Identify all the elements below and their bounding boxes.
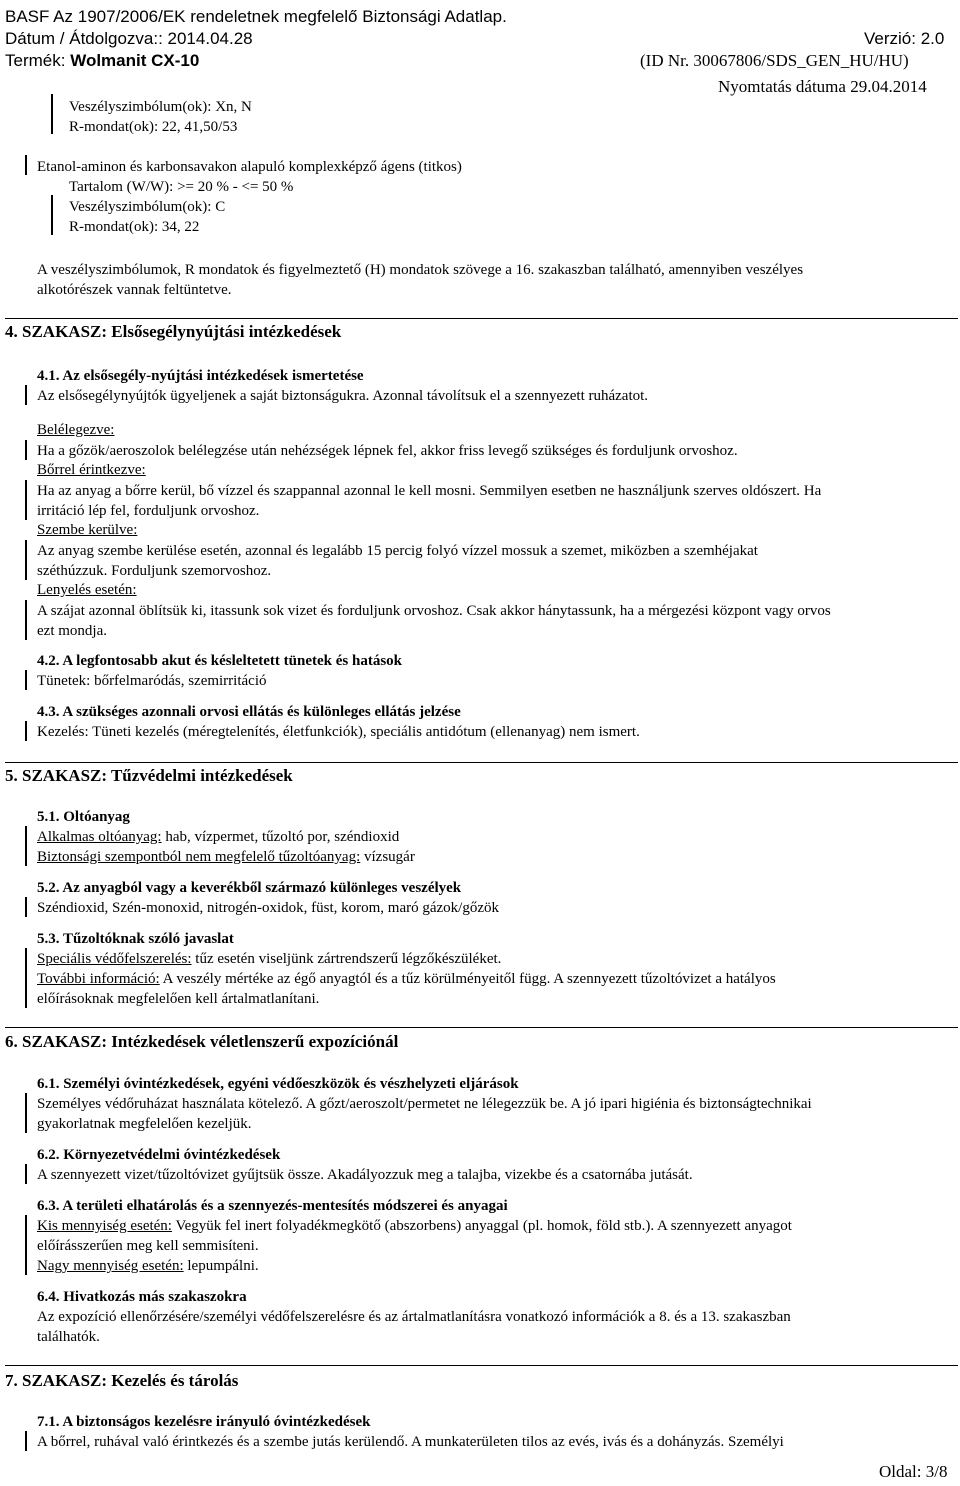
suitable-label: Alkalmas oltóanyag:	[37, 829, 162, 845]
s63-small	[37, 1217, 792, 1236]
eye-label: Szembe kerülve:	[37, 522, 138, 538]
change-bar	[25, 948, 27, 1008]
change-bar	[25, 440, 27, 460]
change-bar	[25, 1431, 27, 1451]
section-divider	[5, 762, 958, 763]
change-bar	[25, 1215, 27, 1275]
product-label: Termék:	[5, 51, 66, 70]
substance-content: Tartalom (W/W): >= 20 % - <= 50 %	[69, 179, 294, 195]
section-6-title: 6. SZAKASZ: Intézkedések véletlenszerű expozíciónál	[5, 1032, 399, 1051]
s53-title: 5.3. Tűzoltóknak szóló javaslat	[37, 931, 234, 947]
skin-label: Bőrrel érintkezve:	[37, 462, 146, 478]
product-name: Wolmanit CX-10	[70, 51, 200, 70]
section-4-title: 4. SZAKASZ: Elsősegélynyújtási intézkedések	[5, 322, 342, 341]
substance-symbol: Veszélyszimbólum(ok): C	[69, 199, 226, 215]
change-bar	[25, 897, 27, 917]
section-divider	[5, 318, 958, 319]
note-line-2: alkotórészek vannak feltüntetve.	[37, 282, 232, 298]
s51-unsuitable	[37, 848, 415, 867]
product-line	[5, 51, 199, 71]
s63-title: 6.3. A területi elhatárolás és a szennyezés-mentesítés módszerei és anyagai	[37, 1198, 508, 1214]
s64-text-1: Az expozíció ellenőrzésére/személyi védőfelszerelésre és az ártalmatlanításra vonatkozó információk a 8. és a 13. szakaszban	[37, 1309, 791, 1325]
s62-text: A szennyezett vizet/tűzoltóvizet gyűjtsük össze. Akadályozzuk meg a talajba, vizekbe és a csatornába jutását.	[37, 1167, 693, 1183]
hazard-symbols: Veszélyszimbólum(ok): Xn, N	[69, 99, 252, 115]
skin-text-2: irritáció lép fel, forduljunk orvoshoz.	[37, 503, 260, 519]
ingestion-text-1: A szájat azonnal öblítsük ki, itassunk sok vizet és forduljunk orvoshoz. Csak akkor hánytassunk, ha a mérgezési központ vagy orvos	[37, 603, 831, 619]
s61-title: 6.1. Személyi óvintézkedések, egyéni védőeszközök és vészhelyzeti eljárások	[37, 1076, 519, 1092]
ppe-text: tűz esetén viseljünk zártrendszerű légzőkészüléket.	[191, 951, 502, 967]
document-title: BASF Az 1907/2006/EK rendeletnek megfelelő Biztonsági Adatlap.	[5, 7, 507, 26]
version: Verzió: 2.0	[864, 29, 945, 48]
change-bar	[25, 1093, 27, 1133]
id-number: (ID Nr. 30067806/SDS_GEN_HU/HU)	[640, 51, 909, 70]
section-divider	[5, 1027, 958, 1028]
unsuitable-text: vízsugár	[360, 849, 415, 865]
print-date: Nyomtatás dátuma 29.04.2014	[718, 77, 927, 96]
inhalation-label: Belélegezve:	[37, 422, 115, 438]
unsuitable-label: Biztonsági szempontból nem megfelelő tűzoltóanyag:	[37, 849, 361, 865]
suitable-text: hab, vízpermet, tűzoltó por, széndioxid	[161, 829, 400, 845]
skin-text-1: Ha az anyag a bőrre kerül, bő vízzel és szappannal azonnal le kell mosni. Semmilyen esetben ne használjunk szerves oldószert. Ha	[37, 483, 822, 499]
small-qty-text-1: Vegyük fel inert folyadékmegkötő (abszorbens) anyaggal (pl. homok, föld stb.). A szennyezett anyagot	[171, 1218, 792, 1234]
s71-text-1: A bőrrel, ruhával való érintkezés és a szembe jutás kerülendő. A munkaterületen tilos az evés, ivás és a dohányzás. Személyi	[37, 1434, 784, 1450]
change-bar	[25, 1164, 27, 1184]
change-bar	[25, 826, 27, 866]
change-bar	[51, 94, 53, 134]
substance-r-phrases: R-mondat(ok): 34, 22	[69, 219, 200, 235]
ingestion-label: Lenyelés esetén:	[37, 582, 137, 598]
s53-info	[37, 970, 776, 989]
s61-text-2: gyakorlatnak megfelelően kezeljük.	[37, 1116, 252, 1132]
s51-suitable	[37, 828, 399, 847]
info-label: További információ:	[37, 971, 160, 987]
change-bar	[25, 540, 27, 580]
s43-title: 4.3. A szükséges azonnali orvosi ellátás és különleges ellátás jelzése	[37, 704, 461, 720]
s64-title: 6.4. Hivatkozás más szakaszokra	[37, 1289, 247, 1305]
large-qty-label: Nagy mennyiség esetén:	[37, 1258, 184, 1274]
change-bar	[25, 385, 27, 405]
s52-text: Széndioxid, Szén-monoxid, nitrogén-oxidok, füst, korom, maró gázok/gőzök	[37, 900, 500, 916]
eye-text-1: Az anyag szembe kerülése esetén, azonnal és legalább 15 percig folyó vízzel mossuk a szemet, miközben a szemhéjakat	[37, 543, 758, 559]
s64-text-2: találhatók.	[37, 1329, 100, 1345]
note-line-1: A veszélyszimbólumok, R mondatok és figyelmeztető (H) mondatok szövege a 16. szakaszban található, amennyiben veszélyes	[37, 262, 804, 278]
s52-title: 5.2. Az anyagból vagy a keverékből származó különleges veszélyek	[37, 880, 462, 896]
s42-title: 4.2. A legfontosabb akut és késleltetett tünetek és hatások	[37, 653, 403, 669]
s61-text-1: Személyes védőruházat használata kötelező. A gőzt/aeroszolt/permetet ne lélegezzük be. A jó ipari higiénia és biztonságtechnikai	[37, 1096, 812, 1112]
s53-ppe	[37, 950, 501, 969]
eye-text-2: széthúzzuk. Forduljunk szemorvoshoz.	[37, 563, 272, 579]
page-number: Oldal: 3/8	[879, 1462, 948, 1481]
ppe-label: Speciális védőfelszerelés:	[37, 951, 192, 967]
s63-large	[37, 1257, 259, 1276]
s42-text: Tünetek: bőrfelmaródás, szemirritáció	[37, 673, 267, 689]
change-bar	[25, 670, 27, 690]
revision-date: Dátum / Átdolgozva:: 2014.04.28	[5, 29, 253, 48]
change-bar	[25, 721, 27, 741]
inhalation-text: Ha a gőzök/aeroszolok belélegzése után nehézségek lépnek fel, akkor friss levegő szükséges és forduljunk orvoshoz.	[37, 443, 738, 459]
s41-text: Az elsősegélynyújtók ügyeljenek a saját biztonságukra. Azonnal távolítsuk el a szennyezett ruházatot.	[37, 388, 649, 404]
s71-title: 7.1. A biztonságos kezelésre irányuló óvintézkedések	[37, 1414, 371, 1430]
section-5-title: 5. SZAKASZ: Tűzvédelmi intézkedések	[5, 766, 293, 785]
change-bar	[25, 480, 27, 520]
change-bar	[25, 155, 27, 175]
info-text-2: előírásoknak megfelelően kell ártalmatlanítani.	[37, 991, 320, 1007]
s41-title: 4.1. Az elsősegély-nyújtási intézkedések ismertetése	[37, 368, 364, 384]
section-7-title: 7. SZAKASZ: Kezelés és tárolás	[5, 1371, 239, 1390]
s62-title: 6.2. Környezetvédelmi óvintézkedések	[37, 1147, 281, 1163]
info-text-1: A veszély mértéke az égő anyagtól és a tűz körülményeitől függ. A szennyezett tűzoltóvizet a hatályos	[159, 971, 776, 987]
change-bar	[25, 600, 27, 640]
s51-title: 5.1. Oltóanyag	[37, 809, 130, 825]
large-qty-text: lepumpálni.	[183, 1258, 259, 1274]
s43-text: Kezelés: Tüneti kezelés (méregtelenítés, életfunkciók), speciális antidótum (ellenanyag) nem ismert.	[37, 724, 640, 740]
ingestion-text-2: ezt mondja.	[37, 623, 107, 639]
small-qty-text-2: előírásszerűen meg kell semmisíteni.	[37, 1238, 259, 1254]
small-qty-label: Kis mennyiség esetén:	[37, 1218, 172, 1234]
substance-name: Etanol-aminon és karbonsavakon alapuló komplexképző ágens (titkos)	[37, 159, 462, 175]
change-bar	[51, 195, 53, 235]
section-divider	[5, 1365, 958, 1366]
r-phrases: R-mondat(ok): 22, 41,50/53	[69, 119, 238, 135]
